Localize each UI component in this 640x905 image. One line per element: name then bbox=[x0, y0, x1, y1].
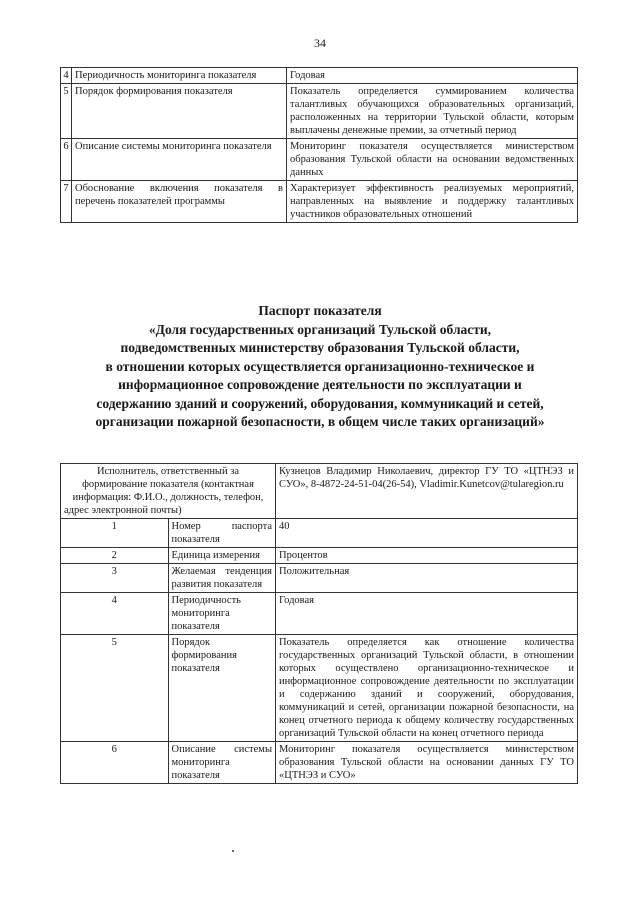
row-number: 1 bbox=[61, 519, 169, 548]
row-number: 2 bbox=[61, 548, 169, 564]
row-label: Периодичность мониторинга показателя bbox=[72, 68, 287, 84]
scan-speck bbox=[232, 850, 234, 852]
heading-line: содержанию зданий и сооружений, оборудования, коммуникаций и сетей, bbox=[96, 395, 544, 411]
row-label: Обоснование включения показателя в перечень показателей программы bbox=[72, 181, 287, 223]
row-label: Порядок формирования показателя bbox=[72, 84, 287, 139]
row-label: Порядок формирования показателя bbox=[168, 635, 276, 742]
row-label: Описание системы мониторинга показателя bbox=[72, 139, 287, 181]
page-number: 34 bbox=[314, 36, 326, 50]
row-number: 7 bbox=[61, 181, 72, 223]
row-value: Показатель определяется как отношение количества государственных организаций Тульской области, в отношении которых осуществлено организационно-техническое и информационное сопровождение деятельности по эксплуатации и содержанию зданий и сооружений, оборудования, коммуникаций и сетей, организации пожарной безопасности, на конец отчетного периода к общему количеству государственных организаций Тульской области на конец отчетного периода bbox=[276, 635, 578, 742]
row-label: Описание системы мониторинга показателя bbox=[168, 742, 276, 784]
row-number: 4 bbox=[61, 68, 72, 84]
heading-line: организации пожарной безопасности, в общем числе таких организаций» bbox=[95, 414, 545, 429]
row-number: 6 bbox=[61, 139, 72, 181]
heading-line: «Доля государственных организаций Тульской области, bbox=[148, 321, 492, 337]
table-row bbox=[61, 139, 578, 181]
table-row bbox=[61, 742, 578, 784]
row-label: Периодичность мониторинга показателя bbox=[168, 593, 276, 635]
row-value: Годовая bbox=[287, 68, 578, 84]
table-header-row bbox=[61, 464, 578, 519]
table-row bbox=[61, 593, 578, 635]
passport-heading bbox=[40, 302, 600, 432]
table-row bbox=[61, 564, 578, 593]
table-row bbox=[61, 548, 578, 564]
indicator-table-continued bbox=[60, 67, 578, 223]
table-row bbox=[61, 84, 578, 139]
row-number: 5 bbox=[61, 635, 169, 742]
row-number: 5 bbox=[61, 84, 72, 139]
heading-line: в отношении которых осуществляется организационно-техническое и bbox=[105, 358, 535, 374]
row-value: 40 bbox=[276, 519, 578, 548]
row-value: Годовая bbox=[276, 593, 578, 635]
row-value: Характеризует эффективность реализуемых мероприятий, направленных на выявление и поддержку талантливых участников образовательных отношений bbox=[287, 181, 578, 223]
heading-line: Паспорт показателя bbox=[258, 303, 382, 318]
row-value: Показатель определяется суммированием количества талантливых обучающихся образовательных организаций, расположенных на территории Тульской области, которым выплачены денежные премии, за отчетный период bbox=[287, 84, 578, 139]
table-row bbox=[61, 181, 578, 223]
row-number: 6 bbox=[61, 742, 169, 784]
row-number: 4 bbox=[61, 593, 169, 635]
table-row bbox=[61, 519, 578, 548]
row-label: Единица измерения bbox=[168, 548, 276, 564]
table-row bbox=[61, 635, 578, 742]
table-row bbox=[61, 68, 578, 84]
row-number: 3 bbox=[61, 564, 169, 593]
row-value: Процентов bbox=[276, 548, 578, 564]
row-value: Мониторинг показателя осуществляется министерством образования Тульской области на основании данных ГУ ТО «ЦТНЭЗ и СУО» bbox=[276, 742, 578, 784]
heading-line: подведомственных министерству образования Тульской области, bbox=[120, 340, 520, 355]
row-label: Номер паспорта показателя bbox=[168, 519, 276, 548]
row-label: Желаемая тенденция развития показателя bbox=[168, 564, 276, 593]
heading-line: информационное сопровождение деятельности по эксплуатации и bbox=[118, 377, 522, 392]
indicator-passport-table bbox=[60, 463, 578, 784]
executor-label: Исполнитель, ответственный за формирование показателя (контактная информация: Ф.И.О., должность, телефон, адрес электронной почты) bbox=[61, 464, 276, 519]
row-value: Положительная bbox=[276, 564, 578, 593]
executor-value: Кузнецов Владимир Николаевич, директор ГУ ТО «ЦТНЭЗ и СУО», 8-4872-24-51-04(26-54), Vladimir.Kunetcov@tularegion.ru bbox=[276, 464, 578, 519]
row-value: Мониторинг показателя осуществляется министерством образования Тульской области на основании ведомственных данных bbox=[287, 139, 578, 181]
